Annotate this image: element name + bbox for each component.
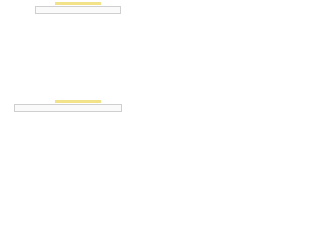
table-row — [72, 42, 130, 45]
table-row — [72, 128, 130, 131]
table-row — [72, 132, 130, 135]
table-row — [15, 170, 65, 173]
table-row — [15, 114, 65, 117]
table-row — [72, 140, 130, 143]
table-row — [15, 132, 65, 135]
title-band — [55, 100, 101, 103]
table-row — [72, 150, 130, 153]
table-row — [15, 148, 65, 151]
table-row — [72, 54, 130, 57]
table-row — [72, 34, 130, 37]
report-header — [35, 6, 121, 14]
table-row — [15, 136, 65, 139]
table-row — [15, 34, 65, 37]
table-row — [15, 42, 65, 45]
table-row — [15, 30, 65, 33]
table-row — [15, 66, 65, 69]
table-row — [15, 128, 65, 131]
title-band — [55, 2, 101, 5]
table-row — [72, 158, 130, 161]
report-block-2 — [0, 98, 149, 193]
table-row — [72, 30, 130, 33]
table-row — [15, 46, 65, 49]
table-row — [72, 168, 130, 171]
table-row — [15, 38, 65, 41]
table-row — [15, 158, 65, 161]
report-block-1 — [0, 0, 149, 95]
table-row — [15, 56, 65, 59]
report-header — [14, 104, 122, 112]
table-row — [72, 75, 130, 78]
table-row — [72, 38, 130, 41]
table-row — [15, 118, 65, 121]
table-row — [72, 62, 130, 65]
table-row — [72, 136, 130, 139]
table-row — [15, 78, 65, 81]
